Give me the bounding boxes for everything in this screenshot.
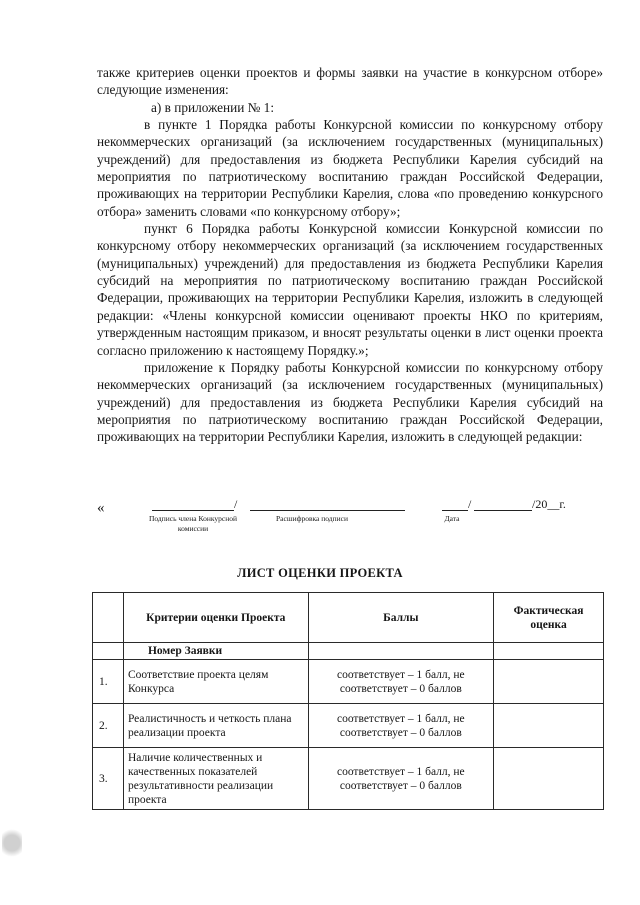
table-row	[93, 748, 604, 810]
row-num: 3.	[93, 748, 124, 810]
header-num-cell	[93, 593, 124, 643]
paragraph-intro: также критериев оценки проектов и формы заявки на участие в конкурсном отборе» следующие изменения:	[97, 65, 603, 98]
row-actual	[494, 704, 604, 748]
date-day-line	[442, 510, 468, 511]
opening-quote: «	[97, 500, 105, 516]
app-number-empty	[93, 643, 124, 660]
evaluation-table	[92, 592, 604, 810]
row-actual	[494, 748, 604, 810]
table-header-row	[93, 593, 604, 643]
paragraph-subitem-a: а) в приложении № 1:	[151, 99, 275, 115]
row-actual	[494, 660, 604, 704]
signature-slash: /	[234, 497, 238, 511]
app-number-value	[308, 643, 494, 660]
row-num: 1.	[93, 660, 124, 704]
row-score: соответствует – 1 балл, не соответствует – 0 баллов	[308, 748, 494, 810]
header-actual: Фактическая оценка	[494, 593, 604, 643]
date-slash: /	[468, 497, 472, 511]
paragraph-appendix: приложение к Порядку работы Конкурсной комиссии по конкурсному отбору некоммерческих организаций (за исключением государственных (муниципальных) учреждений) для предоставления из бюджета Республики Карелия субсидий на мероприятия по патриотическому воспитанию граждан Российской Федерации, проживающих на территории Республики Карелия, изложить в следующей редакции:	[97, 359, 603, 445]
header-criteria: Критерии оценки Проекта	[123, 593, 308, 643]
paragraph-point-1: в пункте 1 Порядка работы Конкурсной комиссии по конкурсному отбору некоммерческих организаций (за исключением государственных (муниципальных) учреждений) для предоставления из бюджета Республики Карелия субсидий на мероприятия по патриотическому воспитанию граждан Российской Федерации, проживающих на территории Республики Карелия, слова «по проведению конкурсного отбора» заменить словами «по конкурсному отбору»;	[97, 117, 603, 219]
table-row	[93, 704, 604, 748]
app-number-actual	[494, 643, 604, 660]
date-month-line	[474, 510, 532, 511]
row-score: соответствует – 1 балл, не соответствует – 0 баллов	[308, 660, 494, 704]
signature-block	[97, 497, 603, 560]
table-row	[93, 660, 604, 704]
row-score: соответствует – 1 балл, не соответствует – 0 баллов	[308, 704, 494, 748]
app-number-row	[93, 643, 604, 660]
decode-caption: Расшифровка подписи	[276, 514, 348, 523]
scan-artifact	[2, 826, 22, 860]
row-criterion: Реалистичность и четкость плана реализации проекта	[123, 704, 308, 748]
paragraph-point-6: пункт 6 Порядка работы Конкурсной комиссии Конкурсной комиссии по конкурсному отбору некоммерческих организаций (за исключением государственных (муниципальных) учреждений) для предоставления из бюджета Республики Карелия субсидий на мероприятия по патриотическому воспитанию граждан Российской Федерации, проживающих на территории Республики Карелия, изложить в следующей редакции: «Члены конкурсной комиссии оценивают проекты НКО по критериям, утвержденным настоящим приказом, и вносят результаты оценки в лист оценки проекта согласно приложению к настоящему Порядку.»;	[97, 221, 603, 358]
decode-line	[250, 510, 405, 511]
date-caption: Дата	[444, 514, 460, 523]
order-text	[97, 64, 603, 446]
app-number-label: Номер Заявки	[123, 643, 308, 660]
signature-line	[152, 510, 234, 511]
date-year: /20__г.	[532, 497, 566, 511]
signature-caption: Подпись члена Конкурсной комиссии	[148, 514, 237, 533]
header-points: Баллы	[308, 593, 494, 643]
row-criterion: Наличие количественных и качественных показателей результативности реализации проекта	[123, 748, 308, 810]
row-criterion: Соответствие проекта целям Конкурса	[123, 660, 308, 704]
row-num: 2.	[93, 704, 124, 748]
sheet-title: ЛИСТ ОЦЕНКИ ПРОЕКТА	[237, 566, 403, 580]
